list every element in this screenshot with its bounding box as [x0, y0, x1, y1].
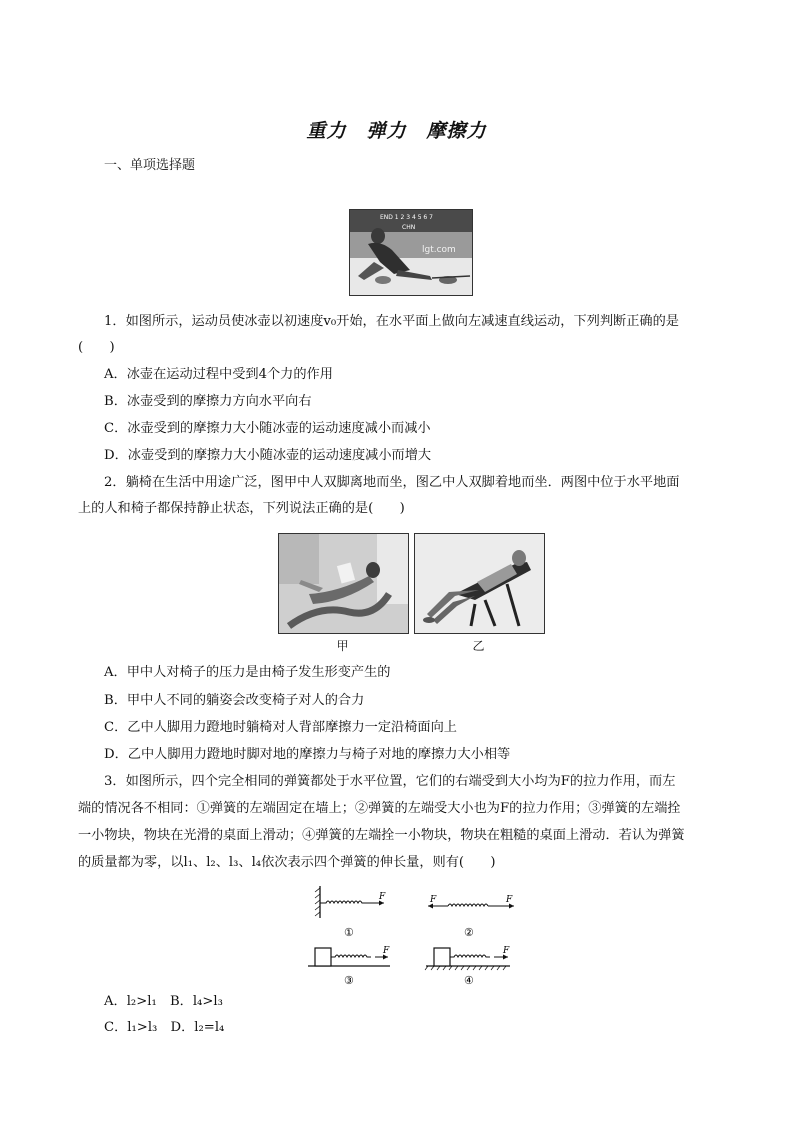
q3-stem-line4: 的质量都为零，以l₁、l₂、l₃、l₄依次表示四个弹簧的伸长量，则有( ): [78, 855, 496, 870]
side-text: CHN: [402, 224, 416, 231]
q3-options-cd: C．l₁>l₃ D．l₂=l₄: [104, 1020, 225, 1035]
recliner-a-illustration: [279, 534, 408, 633]
recliner-b-illustration: [415, 534, 544, 633]
q1-stem-line2: ( ): [78, 340, 115, 355]
force-label-4: F: [503, 946, 510, 956]
caption-jia: 甲: [336, 639, 349, 653]
q2-stem-line1: 2．躺椅在生活中用途广泛，图甲中人双脚离地而坐，图乙中人双脚着地而坐．两图中位于水平地面: [104, 475, 680, 490]
q2-option-a: A．甲中人对椅子的压力是由椅子发生形变产生的: [104, 665, 391, 680]
spring-figure-1: [315, 886, 386, 939]
scoreboard-text: END 1 2 3 4 5 6 7: [380, 214, 433, 221]
recliner-photo-a: [278, 533, 409, 634]
curling-illustration: [350, 210, 472, 295]
spring-diagram: [300, 882, 530, 988]
spring-figure-3: [308, 946, 390, 987]
q1-option-c: C．冰壶受到的摩擦力大小随冰壶的运动速度减小而减小: [104, 421, 431, 436]
curling-photo: [349, 209, 473, 296]
q1-option-b: B．冰壶受到的摩擦力方向水平向右: [104, 394, 312, 409]
section-heading: 一、单项选择题: [104, 158, 196, 173]
ad-text: lgt.com: [422, 245, 456, 255]
q3-stem-line1: 3．如图所示，四个完全相同的弹簧都处于水平位置，它们的右端受到大小均为F的拉力作用，而左: [104, 774, 676, 789]
spring-figure-4: [425, 946, 510, 987]
q2-option-c: C．乙中人脚用力蹬地时躺椅对人背部摩擦力一定沿椅面向上: [104, 720, 457, 735]
recliner-photo-b: [414, 533, 545, 634]
force-label-1: F: [379, 892, 386, 902]
force-label-2-right: F: [506, 895, 513, 905]
spring-figures: [300, 882, 530, 988]
q2-stem-line2: 上的人和椅子都保持静止状态，下列说法正确的是( ): [78, 501, 405, 516]
q3-stem-line2: 端的情况各不相同：①弹簧的左端固定在墙上；②弹簧的左端受大小也为F的拉力作用；③弹簧的左端拴: [78, 801, 681, 816]
q3-stem-line3: 一小物块，物块在光滑的桌面上滑动；④弹簧的左端拴一小物块，物块在粗糙的桌面上滑动．若认为弹簧: [78, 828, 685, 843]
fig-label-4: ④: [464, 974, 474, 987]
page-title: 重力 弹力 摩擦力: [306, 120, 487, 142]
caption-yi: 乙: [472, 639, 485, 653]
q1-option-d: D．冰壶受到的摩擦力大小随冰壶的运动速度减小而增大: [104, 448, 432, 463]
q1-option-a: A．冰壶在运动过程中受到4个力的作用: [104, 367, 333, 382]
spring-figure-2: [428, 895, 514, 939]
q2-option-d: D．乙中人脚用力蹬地时脚对地的摩擦力与椅子对地的摩擦力大小相等: [104, 747, 511, 762]
fig-label-1: ①: [344, 926, 354, 939]
q1-stem-line1: 1．如图所示，运动员使冰壶以初速度v₀开始，在水平面上做向左减速直线运动，下列判断正确的是: [104, 314, 679, 329]
fig-label-2: ②: [464, 926, 474, 939]
force-label-3: F: [383, 946, 390, 956]
q3-options-ab: A．l₂>l₁ B．l₄>l₃: [104, 994, 223, 1009]
fig-label-3: ③: [344, 974, 354, 987]
q2-option-b: B．甲中人不同的躺姿会改变椅子对人的合力: [104, 693, 365, 708]
force-label-2-left: F: [430, 895, 437, 905]
